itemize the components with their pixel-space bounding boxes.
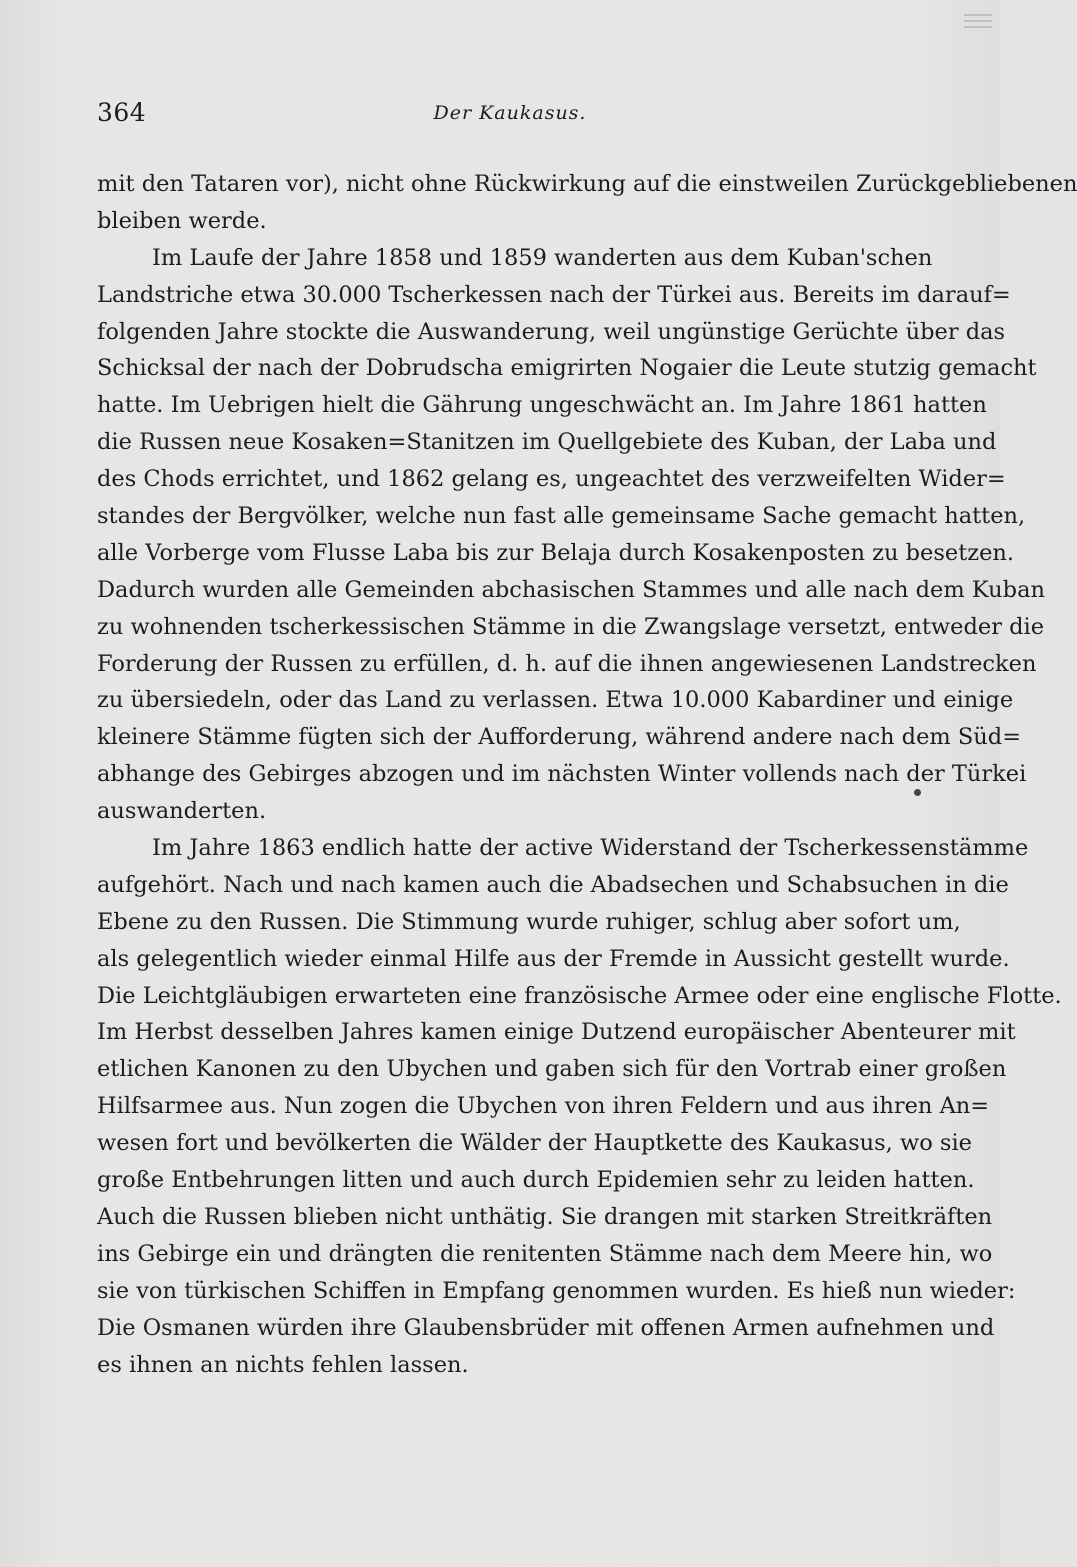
text-line: Die Leichtgläubigen erwarteten eine französische Armee oder eine englische Flotte. xyxy=(97,982,1062,1009)
text-line: kleinere Stämme fügten sich der Aufforderung, während andere nach dem Süd= xyxy=(97,724,1022,751)
text-line: Ebene zu den Russen. Die Stimmung wurde ruhiger, schlug aber sofort um, xyxy=(97,908,961,935)
text-line: bleiben werde. xyxy=(97,207,267,234)
text-line: etlichen Kanonen zu den Ubychen und gaben sich für den Vortrab einer großen xyxy=(97,1056,1007,1083)
text-line: Auch die Russen blieben nicht unthätig. Sie drangen mit starken Streitkräften xyxy=(97,1203,993,1230)
text-line: zu übersiedeln, oder das Land zu verlassen. Etwa 10.000 Kabardiner und einige xyxy=(97,687,1014,714)
text-line: zu wohnenden tscherkessischen Stämme in die Zwangslage versetzt, entweder die xyxy=(97,613,1045,640)
running-title: Der Kaukasus. xyxy=(433,102,587,124)
text-line: Hilfsarmee aus. Nun zogen die Ubychen von ihren Feldern und aus ihren An= xyxy=(97,1093,990,1120)
text-line: ins Gebirge ein und drängten die renitenten Stämme nach dem Meere hin, wo xyxy=(97,1240,993,1267)
text-line: Im Herbst desselben Jahres kamen einige Dutzend europäischer Abenteurer mit xyxy=(97,1019,1016,1046)
text-line: die Russen neue Kosaken=Stanitzen im Quellgebiete des Kuban, der Laba und xyxy=(97,429,997,456)
text-line: Die Osmanen würden ihre Glaubensbrüder mit offenen Armen aufnehmen und xyxy=(97,1314,995,1341)
text-line: Dadurch wurden alle Gemeinden abchasischen Stammes und alle nach dem Kuban xyxy=(97,576,1045,603)
text-line: auswanderten. xyxy=(97,798,267,825)
ink-speck xyxy=(914,789,921,796)
paragraph-1 xyxy=(97,166,1077,240)
text-line: wesen fort und bevölkerten die Wälder der Hauptkette des Kaukasus, wo sie xyxy=(97,1130,972,1157)
text-line: alle Vorberge vom Flusse Laba bis zur Belaja durch Kosakenposten zu besetzen. xyxy=(97,539,1015,566)
text-line: große Entbehrungen litten und auch durch Epidemien sehr zu leiden hatten. xyxy=(97,1167,975,1194)
text-line: es ihnen an nichts fehlen lassen. xyxy=(97,1351,469,1378)
text-line: hatte. Im Uebrigen hielt die Gährung ungeschwächt an. Im Jahre 1861 hatten xyxy=(97,392,987,419)
text-line: standes der Bergvölker, welche nun fast alle gemeinsame Sache gemacht hatten, xyxy=(97,503,1026,530)
page-header xyxy=(97,98,923,138)
text-line: mit den Tataren vor), nicht ohne Rückwirkung auf die einstweilen Zurückgebliebenen xyxy=(97,171,1077,197)
text-line: Forderung der Russen zu erfüllen, d. h. auf die ihnen angewiesenen Landstrecken xyxy=(97,650,1037,677)
text-line: folgenden Jahre stockte die Auswanderung, weil ungünstige Gerüchte über das xyxy=(97,318,1006,345)
body-text xyxy=(97,166,1077,1383)
text-line: aufgehört. Nach und nach kamen auch die Abadsechen und Schabsuchen in die xyxy=(97,871,1009,898)
paragraph-3 xyxy=(97,830,1062,1383)
text-line: sie von türkischen Schiffen in Empfang genommen wurden. Es hieß nun wieder: xyxy=(97,1277,1016,1304)
text-line: Im Jahre 1863 endlich hatte der active Widerstand der Tscherkessenstämme xyxy=(152,835,1029,862)
text-line: als gelegentlich wieder einmal Hilfe aus der Fremde in Aussicht gestellt wurde. xyxy=(97,945,1010,972)
paragraph-2 xyxy=(97,240,1045,830)
text-line: des Chods errichtet, und 1862 gelang es, ungeachtet des verzweifelten Wider= xyxy=(97,466,1006,493)
text-line: Landstriche etwa 30.000 Tscherkessen nach der Türkei aus. Bereits im darauf= xyxy=(97,281,1011,308)
text-line: abhange des Gebirges abzogen und im nächsten Winter vollends nach der Türkei xyxy=(97,761,1027,788)
text-line: Im Laufe der Jahre 1858 und 1859 wanderten aus dem Kuban'schen xyxy=(152,244,933,271)
page-number: 364 xyxy=(97,98,147,127)
text-line: Schicksal der nach der Dobrudscha emigrirten Nogaier die Leute stutzig gemacht xyxy=(97,355,1037,382)
scan-margin-mark xyxy=(964,10,992,32)
